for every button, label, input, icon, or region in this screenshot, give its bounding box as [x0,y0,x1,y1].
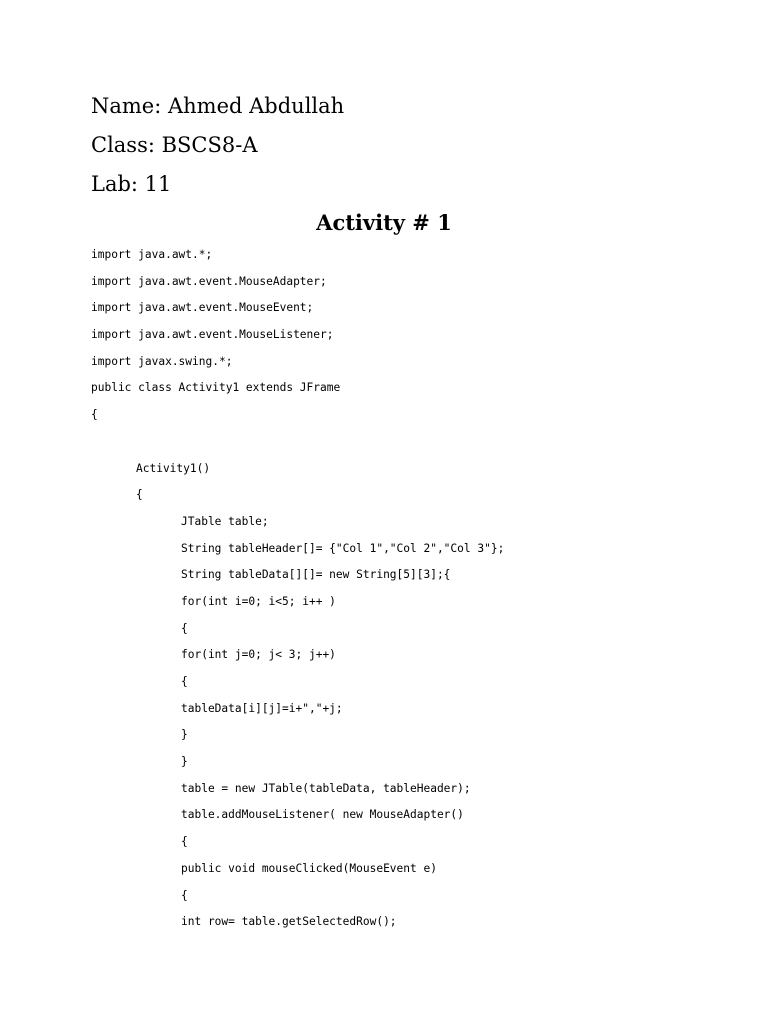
code-line: import java.awt.event.MouseListener; [91,328,334,342]
code-line: { [136,488,143,502]
code-line: import java.awt.event.MouseEvent; [91,301,314,315]
code-line: } [181,755,188,769]
code-line: { [181,675,188,688]
code-line [91,431,751,458]
code-line: String tableHeader[]= {"Col 1","Col 2","Col 3"}; [181,541,505,555]
code-line: for(int i=0; i<5; i++ ) [181,594,336,608]
code-line: table = new JTable(tableData, tableHeader); [181,781,471,795]
code-line: { [181,621,188,635]
student-class: Class: BSCS8-A [91,133,258,157]
activity-title: Activity # 1 [316,210,452,235]
code-line: } [181,728,188,742]
code-line: { [91,408,98,422]
code-line: tableData[i][j]=i+","+j; [181,701,343,715]
code-block [91,244,751,938]
lab-number: Lab: 11 [91,172,172,196]
code-line: JTable table; [181,514,269,528]
code-line: { [181,835,188,849]
code-line: public class Activity1 extends JFrame [91,381,341,395]
student-name: Name: Ahmed Abdullah [91,94,345,118]
code-line: import javax.swing.*; [91,354,233,368]
code-line: for(int j=0; j< 3; j++) [181,648,336,662]
code-line: { [181,888,188,902]
code-line: Activity1() [136,461,211,475]
code-line: String tableData[][]= new String[5][3];{ [181,568,451,582]
code-line: int row= table.getSelectedRow(); [181,915,397,929]
code-line: table.addMouseListener( new MouseAdapter() [181,808,464,822]
code-line: public void mouseClicked(MouseEvent e) [181,861,437,875]
code-line: import java.awt.*; [91,248,213,261]
code-line: import java.awt.event.MouseAdapter; [91,274,327,288]
